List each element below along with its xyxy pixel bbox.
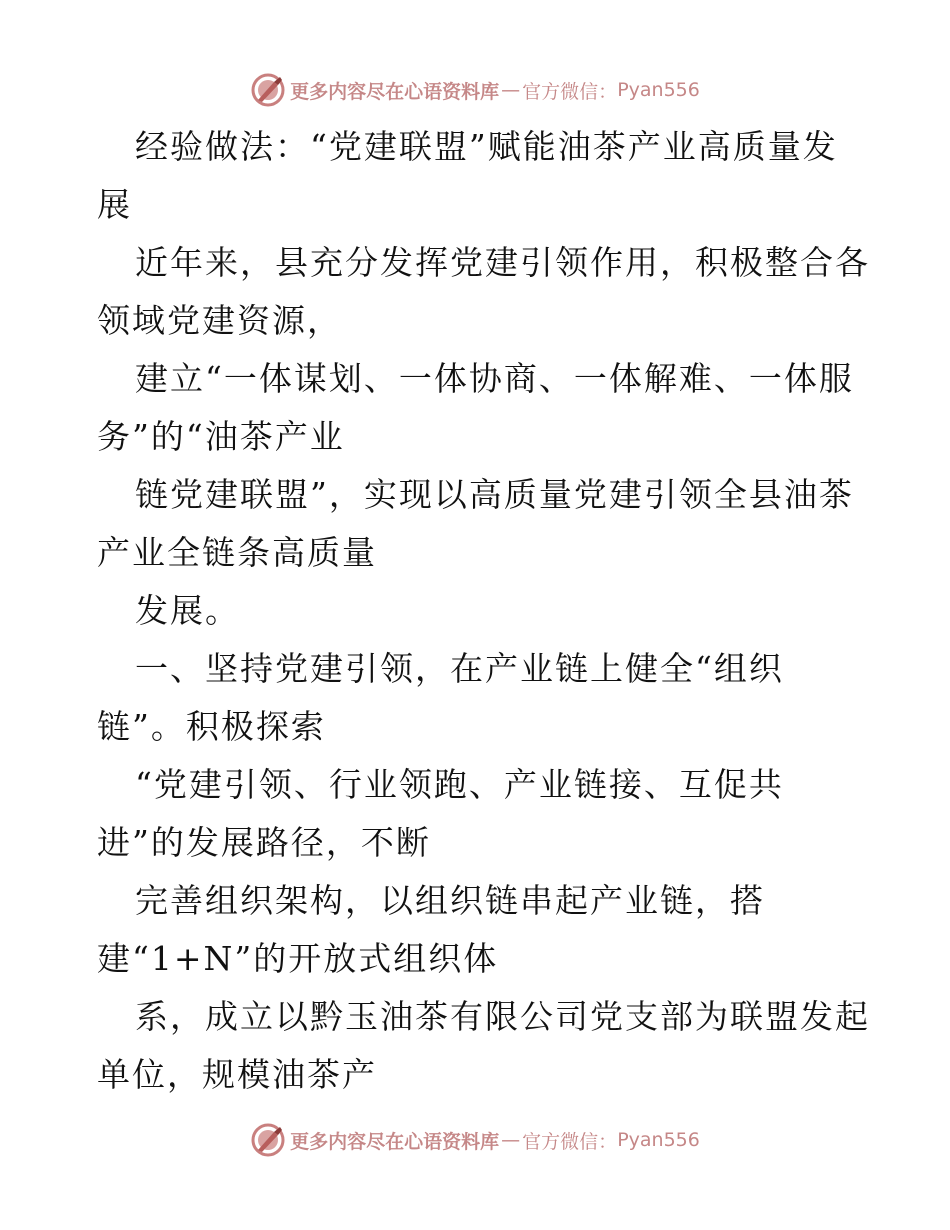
text-line: 进”的发展路径，不断 [97,823,431,862]
watermark-site-text: 更多内容尽在心语资料库 [290,80,500,103]
text-line: 系，成立以黔玉油茶有限公司党支部为联盟发起 [135,997,870,1036]
watermark-separator: — [501,79,521,101]
pen-logo-icon [250,72,286,108]
watermark-separator: — [501,1129,521,1151]
text-line: 领域党建资源， [97,301,342,340]
watermark-handle: Pyan556 [617,1129,700,1151]
watermark-banner-top [0,70,950,110]
pen-logo-icon [250,1122,286,1158]
watermark-banner-bottom [0,1120,950,1160]
watermark-site-text: 更多内容尽在心语资料库 [290,1130,500,1153]
text-line: 近年来，县充分发挥党建引领作用，积极整合各 [135,243,870,282]
text-line: 链党建联盟”，实现以高质量党建引领全县油茶 [135,475,854,514]
text-line: 链”。积极探索 [97,707,326,746]
watermark-handle: Pyan556 [617,79,700,101]
document-body [97,118,870,1104]
watermark-label: 官方微信： [522,80,618,103]
text-line: 经验做法：“党建联盟”赋能油茶产业高质量发 [135,127,838,166]
text-line: 务”的“油茶产业 [97,417,345,456]
text-line: 展 [97,185,132,224]
text-line: 一、坚持党建引领，在产业链上健全“组织 [135,649,784,688]
text-line: 建“1+N”的开放式组织体 [97,939,499,978]
text-line: 完善组织架构，以组织链串起产业链，搭 [135,881,765,920]
text-line: 发展。 [135,591,240,630]
text-line: 建立“一体谋划、一体协商、一体解难、一体服 [135,359,854,398]
watermark-label: 官方微信： [522,1130,618,1153]
text-line: 产业全链条高质量 [97,533,377,572]
text-line: 单位，规模油茶产 [97,1055,377,1094]
text-line: “党建引领、行业领跑、产业链接、互促共 [135,765,784,804]
